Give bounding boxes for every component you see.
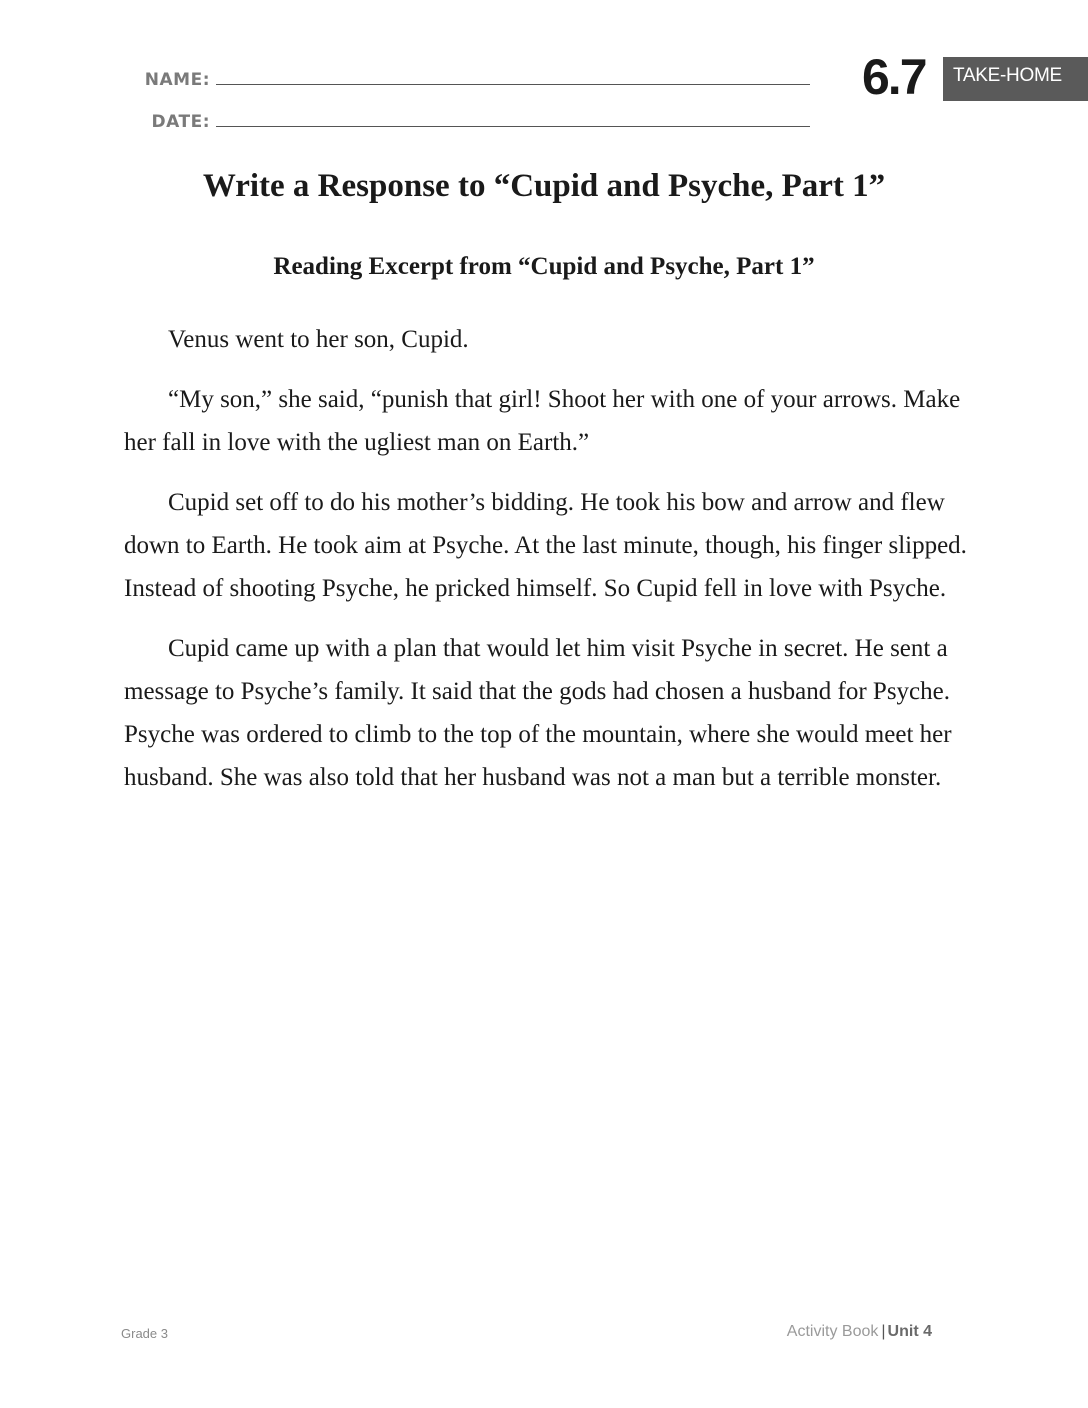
footer-grade: Grade 3 (121, 1326, 168, 1341)
footer-unit: Unit 4 (887, 1323, 932, 1340)
excerpt-paragraph: Cupid set off to do his mother’s bidding. He took his bow and arrow and flew down to Earth. He took aim at Psyche. At the last minute, though, his finger slipped. Instead of shooting Psyche, he pricked himself. So Cupid fell in love with Psyche. (124, 489, 967, 602)
footer-book-info (787, 1323, 932, 1341)
excerpt-paragraph: “My son,” she said, “punish that girl! Shoot her with one of your arrows. Make her fall in love with the ugliest man on Earth.” (124, 386, 961, 456)
take-home-label: TAKE-HOME (953, 65, 1062, 86)
name-line[interactable] (216, 84, 810, 85)
lesson-number: 6.7 (862, 49, 926, 105)
date-label: DATE: (151, 112, 210, 132)
footer-separator: | (881, 1323, 886, 1340)
excerpt-paragraph: Venus went to her son, Cupid. (168, 326, 469, 353)
date-line[interactable] (216, 126, 810, 127)
footer-book: Activity Book (786, 1323, 879, 1340)
name-label: NAME: (144, 70, 210, 90)
page-title: Write a Response to “Cupid and Psyche, Part 1” (202, 168, 886, 204)
excerpt-paragraph: Cupid came up with a plan that would let him visit Psyche in secret. He sent a message to Psyche’s family. It said that the gods had chosen a husband for Psyche. Psyche was ordered to climb to the top of the mountain, where she would meet her husband. She was also told that her husband was not a man but a terrible monster. (124, 635, 952, 791)
excerpt-subtitle: Reading Excerpt from “Cupid and Psyche, Part 1” (273, 253, 815, 280)
excerpt-body (124, 318, 994, 816)
take-home-tab (943, 57, 1088, 101)
